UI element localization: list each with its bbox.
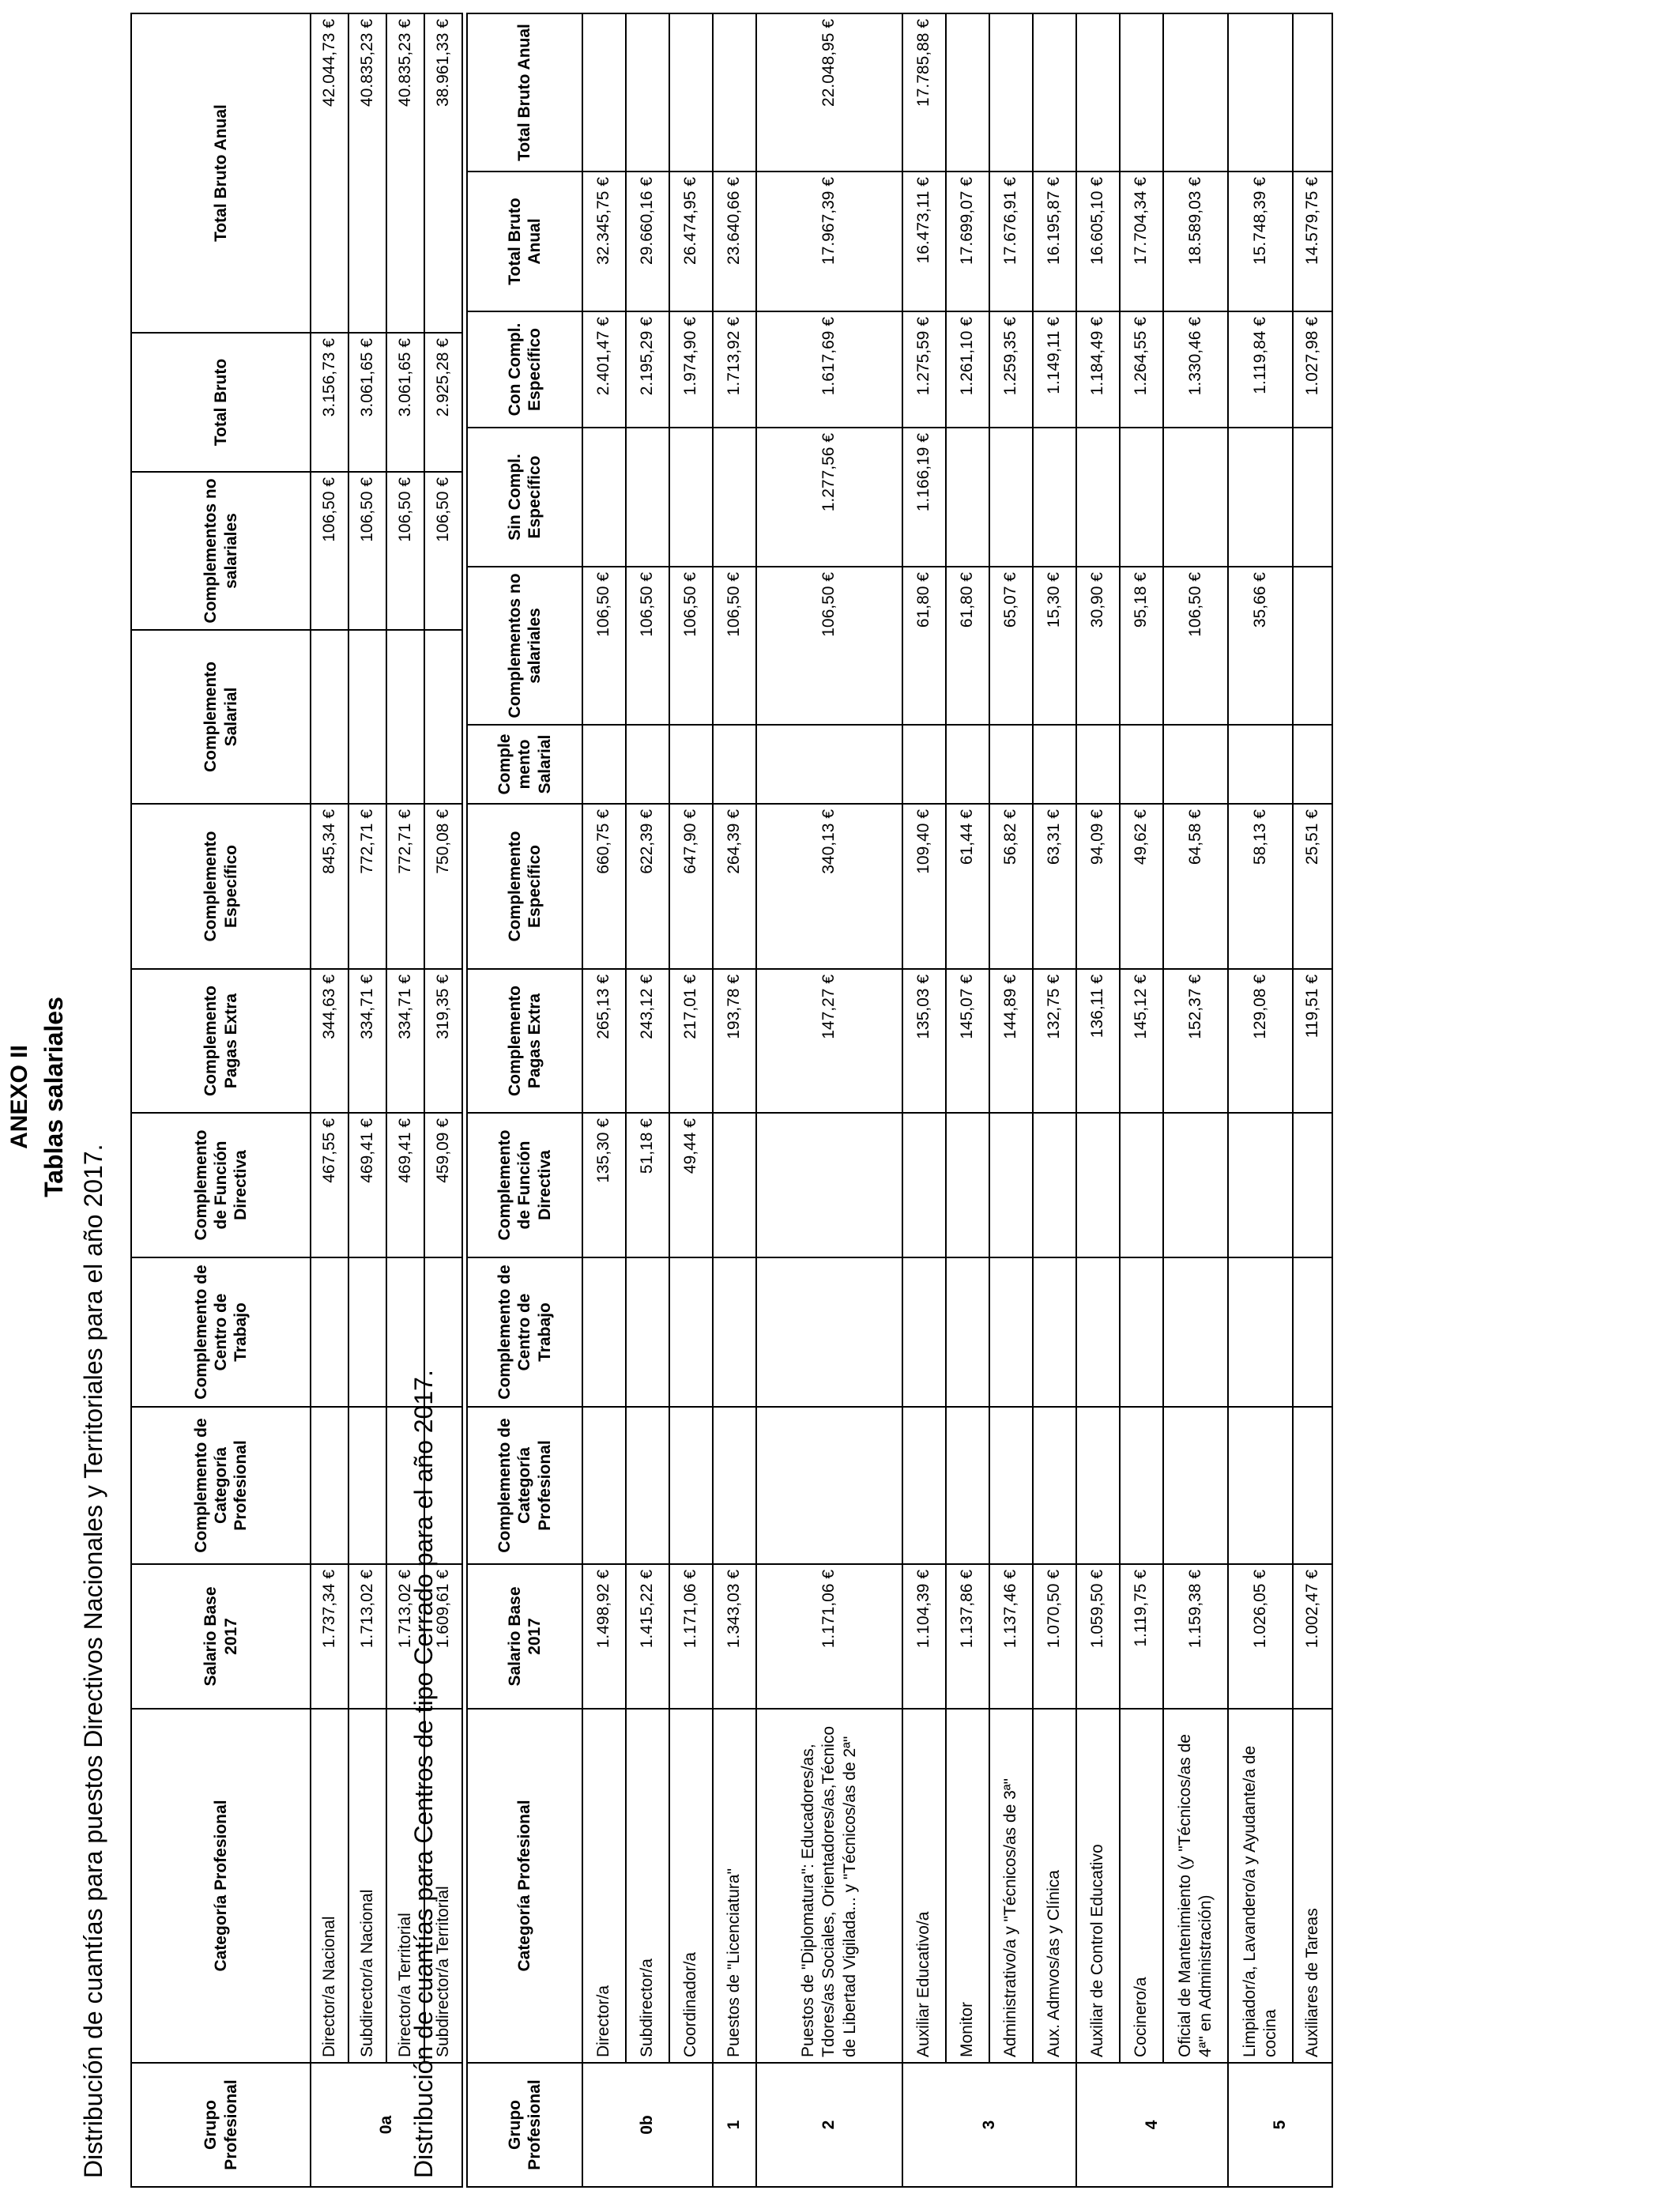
con-compl-cell: 1.974,90 € xyxy=(669,311,713,428)
base-salary-cell: 1.026,05 € xyxy=(1228,1564,1293,1709)
cns-cell: 106,50 € xyxy=(386,472,424,630)
cct-cell xyxy=(1120,1257,1163,1407)
col-header: Complementos no salariales xyxy=(131,472,311,630)
sin-compl-cell xyxy=(1076,428,1120,567)
cns-cell xyxy=(1293,567,1332,725)
ce-cell: 340,13 € xyxy=(756,804,902,969)
total-anual-2-cell: 22.048,95 € xyxy=(756,13,902,172)
total-anual-cell: 40.835,23 € xyxy=(386,13,424,333)
cct-cell xyxy=(348,1257,386,1407)
total-anual-cell: 32.345,75 € xyxy=(582,172,626,311)
total-anual-2-cell xyxy=(669,13,713,172)
total-bruto-cell: 2.925,28 € xyxy=(424,333,462,472)
cpe-cell: 136,11 € xyxy=(1076,969,1120,1113)
cct-cell xyxy=(311,1257,348,1407)
cfd-cell: 469,41 € xyxy=(348,1113,386,1257)
table-row xyxy=(1120,13,1163,2187)
cct-cell xyxy=(989,1257,1033,1407)
group-cell: 1 xyxy=(713,2063,756,2187)
group-cell: 2 xyxy=(756,2063,902,2187)
cpe-cell: 129,08 € xyxy=(1228,969,1293,1113)
table-row xyxy=(1033,13,1076,2187)
cct-cell xyxy=(626,1257,669,1407)
ccp-cell xyxy=(311,1407,348,1564)
cs-cell xyxy=(902,725,946,804)
col-header: Complemento Salarial xyxy=(131,630,311,804)
sin-compl-cell xyxy=(1163,428,1228,567)
total-anual-2-cell xyxy=(989,13,1033,172)
col-header: Salario Base 2017 xyxy=(467,1564,582,1709)
total-anual-2-cell xyxy=(1163,13,1228,172)
cns-cell: 106,50 € xyxy=(348,472,386,630)
col-header: Complemento de Centro de Trabajo xyxy=(131,1257,311,1407)
cpe-cell: 145,07 € xyxy=(946,969,989,1113)
cs-cell xyxy=(756,725,902,804)
group-cell: 3 xyxy=(902,2063,1076,2187)
ccp-cell xyxy=(946,1407,989,1564)
table1-header-row xyxy=(131,13,311,2187)
sin-compl-cell xyxy=(1293,428,1332,567)
col-header: Con Compl. Específico xyxy=(467,311,582,428)
col-header: Comple mento Salarial xyxy=(467,725,582,804)
col-header: Total Bruto xyxy=(131,333,311,472)
cfd-cell xyxy=(1120,1113,1163,1257)
table-row xyxy=(946,13,989,2187)
cpe-cell: 334,71 € xyxy=(386,969,424,1113)
total-bruto-cell: 3.061,65 € xyxy=(386,333,424,472)
category-cell: Monitor xyxy=(946,1709,989,2063)
category-cell: Limpiador/a, Lavandero/a y Ayudante/a de cocina xyxy=(1228,1709,1293,2063)
total-anual-2-cell xyxy=(946,13,989,172)
cs-cell xyxy=(626,725,669,804)
ccp-cell xyxy=(1076,1407,1120,1564)
col-header: Complemento de Función Directiva xyxy=(467,1113,582,1257)
con-compl-cell: 2.195,29 € xyxy=(626,311,669,428)
col-header: Complemento de Categoría Profesional xyxy=(131,1407,311,1564)
table-row xyxy=(1228,13,1293,2187)
sin-compl-cell xyxy=(1033,428,1076,567)
ccp-cell xyxy=(989,1407,1033,1564)
cns-cell: 35,66 € xyxy=(1228,567,1293,725)
total-anual-cell: 23.640,66 € xyxy=(713,172,756,311)
con-compl-cell: 1.713,92 € xyxy=(713,311,756,428)
table-row xyxy=(713,13,756,2187)
total-anual-cell: 17.967,39 € xyxy=(756,172,902,311)
ce-cell: 58,13 € xyxy=(1228,804,1293,969)
category-cell: Auxiliares de Tareas xyxy=(1293,1709,1332,2063)
cns-cell: 106,50 € xyxy=(669,567,713,725)
cfd-cell: 135,30 € xyxy=(582,1113,626,1257)
base-salary-cell: 1.713,02 € xyxy=(348,1564,386,1709)
cfd-cell xyxy=(1228,1113,1293,1257)
cct-cell xyxy=(1076,1257,1120,1407)
col-header: Grupo Profesional xyxy=(131,2063,311,2187)
table-row xyxy=(1293,13,1332,2187)
category-cell: Subdirector/a Territorial xyxy=(424,1709,462,2063)
cpe-cell: 119,51 € xyxy=(1293,969,1332,1113)
col-header: Complemento Específico xyxy=(131,804,311,969)
total-anual-cell: 16.605,10 € xyxy=(1076,172,1120,311)
annex-title: ANEXO II xyxy=(6,1045,32,1149)
group-cell: 0a xyxy=(311,2063,462,2187)
total-anual-cell: 17.699,07 € xyxy=(946,172,989,311)
cs-cell xyxy=(989,725,1033,804)
ccp-cell xyxy=(1163,1407,1228,1564)
total-anual-cell: 29.660,16 € xyxy=(626,172,669,311)
cct-cell xyxy=(713,1257,756,1407)
base-salary-cell: 1.415,22 € xyxy=(626,1564,669,1709)
cpe-cell: 144,89 € xyxy=(989,969,1033,1113)
col-header: Complemento Pagas Extra xyxy=(467,969,582,1113)
cs-cell xyxy=(1293,725,1332,804)
col-header: Complemento Pagas Extra xyxy=(131,969,311,1113)
category-cell: Oficial de Mantenimiento (y "Técnicos/as de 4ª" en Administración) xyxy=(1163,1709,1228,2063)
table-row xyxy=(756,13,902,2187)
cs-cell xyxy=(713,725,756,804)
cs-cell xyxy=(311,630,348,804)
con-compl-cell: 1.149,11 € xyxy=(1033,311,1076,428)
cfd-cell: 469,41 € xyxy=(386,1113,424,1257)
base-salary-cell: 1.609,61 € xyxy=(424,1564,462,1709)
category-cell: Auxiliar Educativo/a xyxy=(902,1709,946,2063)
base-salary-cell: 1.171,06 € xyxy=(756,1564,902,1709)
cfd-cell: 467,55 € xyxy=(311,1113,348,1257)
cns-cell: 61,80 € xyxy=(946,567,989,725)
col-header: Total Bruto Anual xyxy=(467,172,582,311)
base-salary-cell: 1.137,46 € xyxy=(989,1564,1033,1709)
cfd-cell: 459,09 € xyxy=(424,1113,462,1257)
cct-cell xyxy=(1228,1257,1293,1407)
group-cell: 0b xyxy=(582,2063,713,2187)
total-bruto-cell: 3.156,73 € xyxy=(311,333,348,472)
cpe-cell: 334,71 € xyxy=(348,969,386,1113)
ccp-cell xyxy=(713,1407,756,1564)
col-header: Sin Compl. Específico xyxy=(467,428,582,567)
category-cell: Coordinador/a xyxy=(669,1709,713,2063)
cfd-cell xyxy=(1033,1113,1076,1257)
category-cell: Director/a xyxy=(582,1709,626,2063)
base-salary-cell: 1.059,50 € xyxy=(1076,1564,1120,1709)
table-row xyxy=(626,13,669,2187)
sin-compl-cell xyxy=(1120,428,1163,567)
col-header: Complemento de Categoría Profesional xyxy=(467,1407,582,1564)
cpe-cell: 319,35 € xyxy=(424,969,462,1113)
category-cell: Aux. Admvos/as y Clínica xyxy=(1033,1709,1076,2063)
base-salary-cell: 1.137,86 € xyxy=(946,1564,989,1709)
cs-cell xyxy=(1120,725,1163,804)
total-anual-cell: 14.579,75 € xyxy=(1293,172,1332,311)
sin-compl-cell: 1.166,19 € xyxy=(902,428,946,567)
base-salary-cell: 1.002,47 € xyxy=(1293,1564,1332,1709)
cs-cell xyxy=(386,630,424,804)
base-salary-cell: 1.070,50 € xyxy=(1033,1564,1076,1709)
sin-compl-cell xyxy=(669,428,713,567)
col-header: Categoría Profesional xyxy=(467,1709,582,2063)
category-cell: Subdirector/a Nacional xyxy=(348,1709,386,2063)
total-anual-cell: 17.704,34 € xyxy=(1120,172,1163,311)
col-header: Complemento Específico xyxy=(467,804,582,969)
ccp-cell xyxy=(1228,1407,1293,1564)
group-cell: 5 xyxy=(1228,2063,1332,2187)
cfd-cell: 51,18 € xyxy=(626,1113,669,1257)
total-anual-2-cell xyxy=(626,13,669,172)
con-compl-cell: 1.259,35 € xyxy=(989,311,1033,428)
total-anual-2-cell xyxy=(1120,13,1163,172)
con-compl-cell: 1.184,49 € xyxy=(1076,311,1120,428)
category-cell: Subdirector/a xyxy=(626,1709,669,2063)
ccp-cell xyxy=(1293,1407,1332,1564)
cfd-cell xyxy=(946,1113,989,1257)
total-anual-2-cell xyxy=(713,13,756,172)
col-header: Complemento de Función Directiva xyxy=(131,1113,311,1257)
ce-cell: 772,71 € xyxy=(348,804,386,969)
base-salary-cell: 1.737,34 € xyxy=(311,1564,348,1709)
cpe-cell: 217,01 € xyxy=(669,969,713,1113)
cns-cell: 95,18 € xyxy=(1120,567,1163,725)
sin-compl-cell: 1.277,56 € xyxy=(756,428,902,567)
cs-cell xyxy=(348,630,386,804)
ce-cell: 660,75 € xyxy=(582,804,626,969)
cpe-cell: 147,27 € xyxy=(756,969,902,1113)
ce-cell: 622,39 € xyxy=(626,804,669,969)
base-salary-cell: 1.159,38 € xyxy=(1163,1564,1228,1709)
total-anual-2-cell xyxy=(1076,13,1120,172)
table-row xyxy=(989,13,1033,2187)
cpe-cell: 193,78 € xyxy=(713,969,756,1113)
table2-header-row xyxy=(467,13,582,2187)
total-anual-2-cell xyxy=(582,13,626,172)
category-cell: Director/a Nacional xyxy=(311,1709,348,2063)
cct-cell xyxy=(1033,1257,1076,1407)
category-cell: Puestos de "Diplomatura": Educadores/as, Tdores/as Sociales, Orientadores/as,Técnico de Libertad Vigilada... y "Técnicos/as de 2ª" xyxy=(756,1709,902,2063)
ce-cell: 845,34 € xyxy=(311,804,348,969)
ce-cell: 109,40 € xyxy=(902,804,946,969)
total-anual-cell: 38.961,33 € xyxy=(424,13,462,333)
sin-compl-cell xyxy=(946,428,989,567)
ccp-cell xyxy=(1120,1407,1163,1564)
table2-title: Distribución de cuantías para Centros de tipo Cerrado para el año 2017. xyxy=(409,1370,438,2178)
cns-cell: 106,50 € xyxy=(756,567,902,725)
col-header: Total Bruto Anual xyxy=(467,13,582,172)
cct-cell xyxy=(1293,1257,1332,1407)
ce-cell: 64,58 € xyxy=(1163,804,1228,969)
total-anual-cell: 26.474,95 € xyxy=(669,172,713,311)
base-salary-cell: 1.104,39 € xyxy=(902,1564,946,1709)
ccp-cell xyxy=(902,1407,946,1564)
total-anual-cell: 16.473,11 € xyxy=(902,172,946,311)
total-anual-cell: 40.835,23 € xyxy=(348,13,386,333)
cs-cell xyxy=(946,725,989,804)
total-anual-cell: 42.044,73 € xyxy=(311,13,348,333)
col-header: Grupo Profesional xyxy=(467,2063,582,2187)
centros-cerrados-salary-table xyxy=(466,13,1333,2188)
ccp-cell xyxy=(626,1407,669,1564)
total-anual-cell: 17.676,91 € xyxy=(989,172,1033,311)
ccp-cell xyxy=(582,1407,626,1564)
cns-cell: 106,50 € xyxy=(311,472,348,630)
annex-subtitle: Tablas salariales xyxy=(40,997,68,1197)
con-compl-cell: 1.264,55 € xyxy=(1120,311,1163,428)
base-salary-cell: 1.119,75 € xyxy=(1120,1564,1163,1709)
con-compl-cell: 1.027,98 € xyxy=(1293,311,1332,428)
cns-cell: 106,50 € xyxy=(582,567,626,725)
table1-title: Distribución de cuantías para puestos Directivos Nacionales y Territoriales para el año 2017. xyxy=(79,1144,107,2178)
total-anual-cell: 15.748,39 € xyxy=(1228,172,1293,311)
cpe-cell: 135,03 € xyxy=(902,969,946,1113)
cpe-cell: 132,75 € xyxy=(1033,969,1076,1113)
ccp-cell xyxy=(756,1407,902,1564)
total-anual-2-cell: 17.785,88 € xyxy=(902,13,946,172)
table-row xyxy=(311,13,348,2187)
cns-cell: 106,50 € xyxy=(424,472,462,630)
ccp-cell xyxy=(348,1407,386,1564)
ce-cell: 772,71 € xyxy=(386,804,424,969)
cfd-cell xyxy=(756,1113,902,1257)
cpe-cell: 265,13 € xyxy=(582,969,626,1113)
ccp-cell xyxy=(669,1407,713,1564)
ce-cell: 63,31 € xyxy=(1033,804,1076,969)
base-salary-cell: 1.343,03 € xyxy=(713,1564,756,1709)
cs-cell xyxy=(424,630,462,804)
cct-cell xyxy=(902,1257,946,1407)
cns-cell: 106,50 € xyxy=(1163,567,1228,725)
con-compl-cell: 2.401,47 € xyxy=(582,311,626,428)
base-salary-cell: 1.498,92 € xyxy=(582,1564,626,1709)
cct-cell xyxy=(669,1257,713,1407)
cs-cell xyxy=(669,725,713,804)
group-cell: 4 xyxy=(1076,2063,1228,2187)
cfd-cell xyxy=(902,1113,946,1257)
table-row xyxy=(1163,13,1228,2187)
cpe-cell: 152,37 € xyxy=(1163,969,1228,1113)
ccp-cell xyxy=(1033,1407,1076,1564)
total-anual-2-cell xyxy=(1033,13,1076,172)
category-cell: Puestos de "Licenciatura" xyxy=(713,1709,756,2063)
table-row xyxy=(1076,13,1120,2187)
cct-cell xyxy=(582,1257,626,1407)
category-cell: Director/a Territorial xyxy=(386,1709,424,2063)
total-anual-cell: 18.589,03 € xyxy=(1163,172,1228,311)
cns-cell: 30,90 € xyxy=(1076,567,1120,725)
ce-cell: 750,08 € xyxy=(424,804,462,969)
cpe-cell: 145,12 € xyxy=(1120,969,1163,1113)
con-compl-cell: 1.119,84 € xyxy=(1228,311,1293,428)
con-compl-cell: 1.617,69 € xyxy=(756,311,902,428)
cfd-cell xyxy=(713,1113,756,1257)
con-compl-cell: 1.330,46 € xyxy=(1163,311,1228,428)
ce-cell: 264,39 € xyxy=(713,804,756,969)
col-header: Salario Base 2017 xyxy=(131,1564,311,1709)
cns-cell: 65,07 € xyxy=(989,567,1033,725)
con-compl-cell: 1.261,10 € xyxy=(946,311,989,428)
total-anual-2-cell xyxy=(1228,13,1293,172)
col-header: Total Bruto Anual xyxy=(131,13,311,333)
table-row xyxy=(582,13,626,2187)
sin-compl-cell xyxy=(989,428,1033,567)
cns-cell: 106,50 € xyxy=(626,567,669,725)
cct-cell xyxy=(946,1257,989,1407)
total-anual-cell: 16.195,87 € xyxy=(1033,172,1076,311)
col-header: Categoría Profesional xyxy=(131,1709,311,2063)
cfd-cell xyxy=(989,1113,1033,1257)
cs-cell xyxy=(1163,725,1228,804)
cfd-cell: 49,44 € xyxy=(669,1113,713,1257)
sin-compl-cell xyxy=(1228,428,1293,567)
table-row xyxy=(348,13,386,2187)
table-row xyxy=(902,13,946,2187)
cpe-cell: 344,63 € xyxy=(311,969,348,1113)
ce-cell: 25,51 € xyxy=(1293,804,1332,969)
cs-cell xyxy=(1033,725,1076,804)
sin-compl-cell xyxy=(626,428,669,567)
sin-compl-cell xyxy=(582,428,626,567)
ce-cell: 647,90 € xyxy=(669,804,713,969)
cs-cell xyxy=(1228,725,1293,804)
base-salary-cell: 1.171,06 € xyxy=(669,1564,713,1709)
total-anual-2-cell xyxy=(1293,13,1332,172)
ce-cell: 94,09 € xyxy=(1076,804,1120,969)
col-header: Complemento de Centro de Trabajo xyxy=(467,1257,582,1407)
cs-cell xyxy=(1076,725,1120,804)
total-bruto-cell: 3.061,65 € xyxy=(348,333,386,472)
category-cell: Auxiliar de Control Educativo xyxy=(1076,1709,1120,2063)
sin-compl-cell xyxy=(713,428,756,567)
ce-cell: 61,44 € xyxy=(946,804,989,969)
ce-cell: 49,62 € xyxy=(1120,804,1163,969)
cct-cell xyxy=(756,1257,902,1407)
table-row xyxy=(669,13,713,2187)
cpe-cell: 243,12 € xyxy=(626,969,669,1113)
cns-cell: 106,50 € xyxy=(713,567,756,725)
category-cell: Administrativo/a y "Técnicos/as de 3ª" xyxy=(989,1709,1033,2063)
con-compl-cell: 1.275,59 € xyxy=(902,311,946,428)
cns-cell: 15,30 € xyxy=(1033,567,1076,725)
cfd-cell xyxy=(1163,1113,1228,1257)
cs-cell xyxy=(582,725,626,804)
cfd-cell xyxy=(1076,1113,1120,1257)
category-cell: Cocinero/a xyxy=(1120,1709,1163,2063)
cfd-cell xyxy=(1293,1113,1332,1257)
ce-cell: 56,82 € xyxy=(989,804,1033,969)
base-salary-cell: 1.713,02 € xyxy=(386,1564,424,1709)
cns-cell: 61,80 € xyxy=(902,567,946,725)
cct-cell xyxy=(1163,1257,1228,1407)
col-header: Complementos no salariales xyxy=(467,567,582,725)
